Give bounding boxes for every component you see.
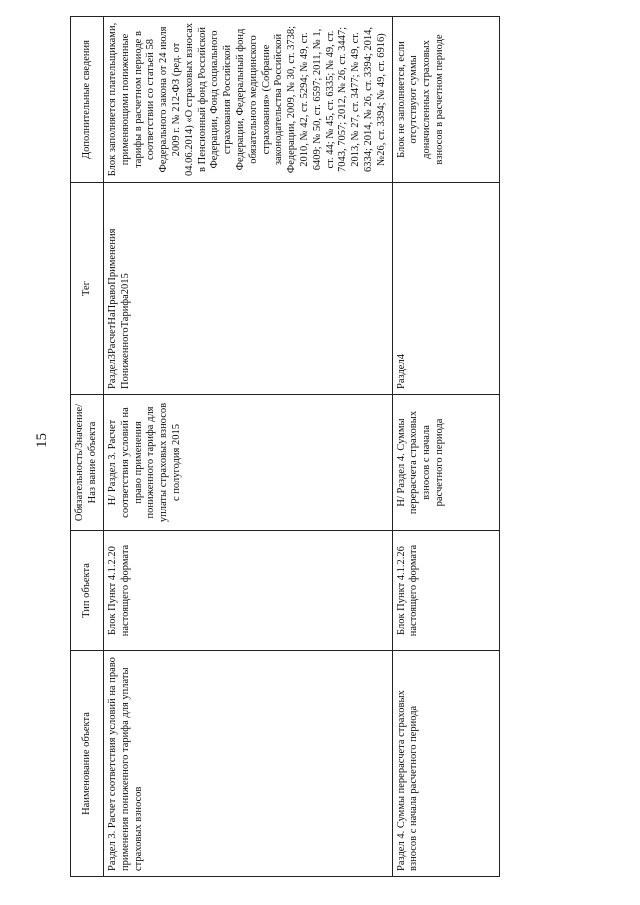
header-obligation: Обязательность/Значение/Наз вание объекта — [71, 395, 104, 531]
header-tag: Тег — [71, 183, 104, 395]
cell-object-name: Раздел 4. Суммы перерасчета страховых взносов с начала расчетного периода — [392, 651, 499, 877]
cell-obligation: Н/ Раздел 4. Суммы перерасчета страховых взносов с начала расчетного периода — [392, 395, 499, 531]
cell-tag: Раздел3РасчетНаПравоПрименения ПониженногоТарифа2015 — [104, 183, 393, 395]
cell-additional-info: Блок заполняется плательщиками, применяющими пониженные тарифы в расчетном периоде в соответствии со статьей 58 Федерального закона от 24 июля 2009 г. № 212-ФЗ (ред. от 04.06.2014) «О страховых взносах в Пенсионный фонд Российской Федерации, Фонд социального страхования Российской Федерации, Федеральный фонд обязательного медицинского страхования» (Собрание законодательства Российской Федерации, 2009, № 30, ст. 3738; 2010, № 42, ст. 5294; № 49, ст. 6409; № 50, ст. 6597; 2011, № 1, ст. 44; № 45, ст. 6335; № 49, ст. 7043, 7057; 2012, № 26, ст. 3447; 2013, № 27, ст. 3477; № 49, ст. 6334; 2014, № 26, ст. 3394; 2014, №26, ст. 3394; № 49, ст. 6916) — [104, 17, 393, 183]
cell-obligation: Н/ Раздел 3. Расчет соответствия условий на право применения пониженного тарифа для уплаты страховых взносов с полугодия 2015 — [104, 395, 393, 531]
header-additional-info: Дополнительные сведения — [71, 17, 104, 183]
cell-object-type: Блок Пункт 4.1.2.20 настоящего формата — [104, 531, 393, 651]
cell-object-type: Блок Пункт 4.1.2.26 настоящего формата — [392, 531, 499, 651]
header-object-type: Тип объекта — [71, 531, 104, 651]
cell-additional-info: Блок не заполняется, если отсутствуют суммы доначисленных страховых взносов в расчетном периоде — [392, 17, 499, 183]
cell-tag: Раздел4 — [392, 183, 499, 395]
rotated-table-container — [70, 17, 600, 877]
specification-table — [70, 16, 500, 877]
header-object-name: Наименование объекта — [71, 651, 104, 877]
cell-object-name: Раздел 3. Расчет соответствия условий на право применения пониженного тарифа для уплаты страховых взносов — [104, 651, 393, 877]
table-row — [392, 17, 499, 877]
page-number: 15 — [34, 433, 50, 448]
table-header-row — [71, 17, 104, 877]
table-row — [104, 17, 393, 877]
